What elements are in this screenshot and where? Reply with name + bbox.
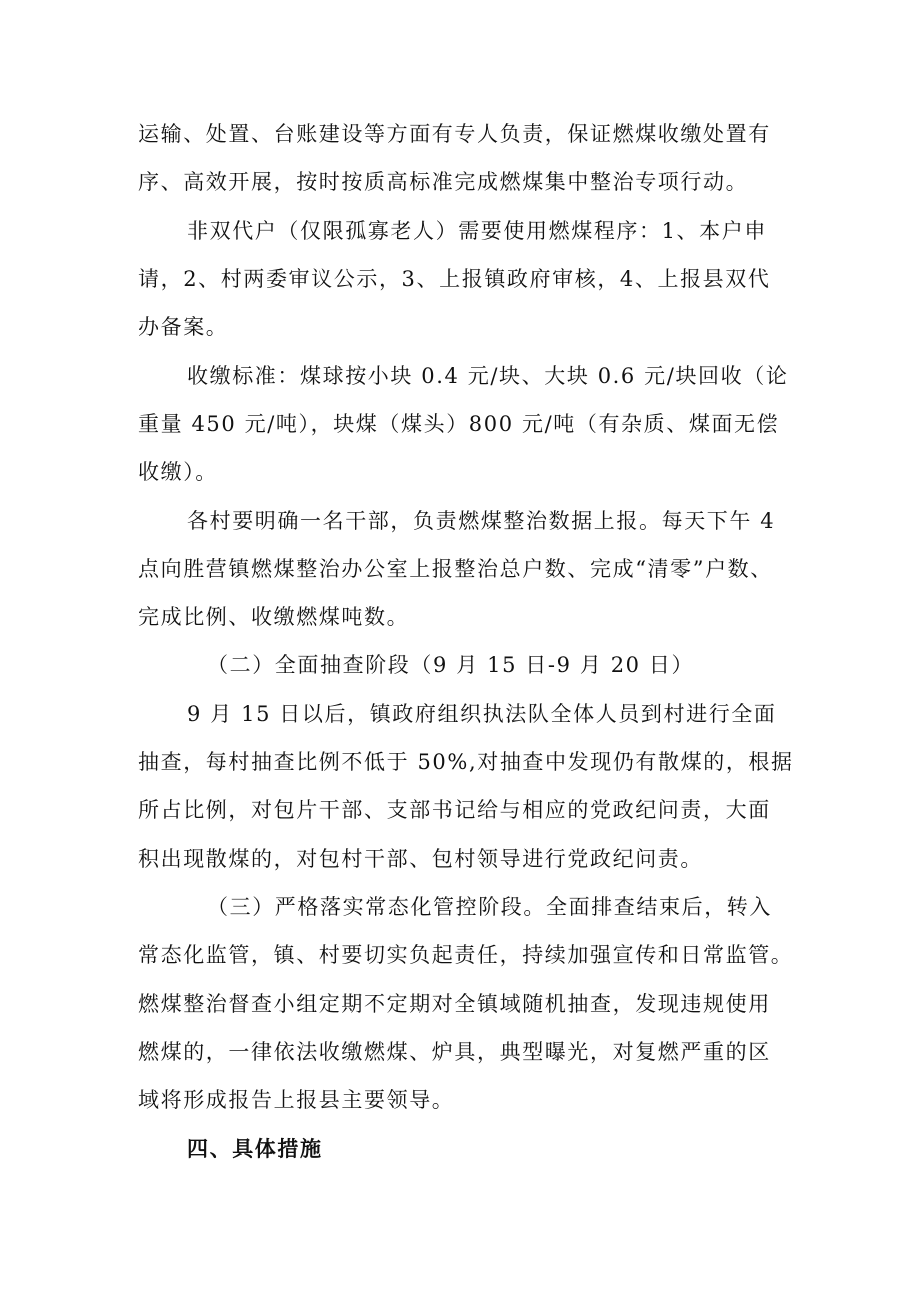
text-line: （三）严格落实常态化管控阶段。全面排查结束后，转入 xyxy=(207,895,772,919)
text-line: 非双代户（仅限孤寡老人）需要使用燃煤程序：1、本户申 xyxy=(187,219,767,243)
text-line: 运输、处置、台账建设等方面有专人负责，保证燃煤收缴处置有 xyxy=(138,122,771,146)
text-line: 积出现散煤的，对包村干部、包村领导进行党政纪问责。 xyxy=(138,847,703,871)
text-line: 序、高效开展，按时按质高标准完成燃煤集中整治专项行动。 xyxy=(138,170,749,194)
text-line: 所占比例，对包片干部、支部书记给与相应的党政纪问责，大面 xyxy=(138,798,771,822)
text-line: 域将形成报告上报县主要领导。 xyxy=(138,1088,455,1112)
text-line: 请，2、村两委审议公示，3、上报镇政府审核，4、上报县双代 xyxy=(138,267,771,291)
text-line: 完成比例、收缴燃煤吨数。 xyxy=(138,605,410,629)
text-line: 抽查，每村抽查比例不低于 50%,对抽查中发现仍有散煤的，根据 xyxy=(138,750,794,774)
section-heading: （二）全面抽查阶段（9 月 15 日-9 月 20 日） xyxy=(207,653,695,677)
text-line: 收缴标准：煤球按小块 0.4 元/块、大块 0.6 元/块回收（论 xyxy=(187,364,789,388)
text-line: 收缴）。 xyxy=(138,460,218,484)
text-line: 办备案。 xyxy=(138,315,229,339)
text-line: 9 月 15 日以后，镇政府组织执法队全体人员到村进行全面 xyxy=(187,702,777,726)
text-line: 重量 450 元/吨），块煤（煤头）800 元/吨（有杂质、煤面无偿 xyxy=(138,412,780,436)
text-line: 常态化监管，镇、村要切实负起责任，持续加强宣传和日常监管。 xyxy=(138,943,794,967)
text-line: 燃煤整治督查小组定期不定期对全镇域随机抽查，发现违规使用 xyxy=(138,992,771,1016)
text-line: 燃煤的，一律依法收缴燃煤、炉具，典型曝光，对复燃严重的区 xyxy=(138,1040,771,1064)
text-line: 点向胜营镇燃煤整治办公室上报整治总户数、完成“清零”户数、 xyxy=(138,557,773,581)
section-heading: 四、具体措施 xyxy=(187,1137,323,1161)
text-line: 各村要明确一名干部，负责燃煤整治数据上报。每天下午 4 xyxy=(187,509,776,533)
